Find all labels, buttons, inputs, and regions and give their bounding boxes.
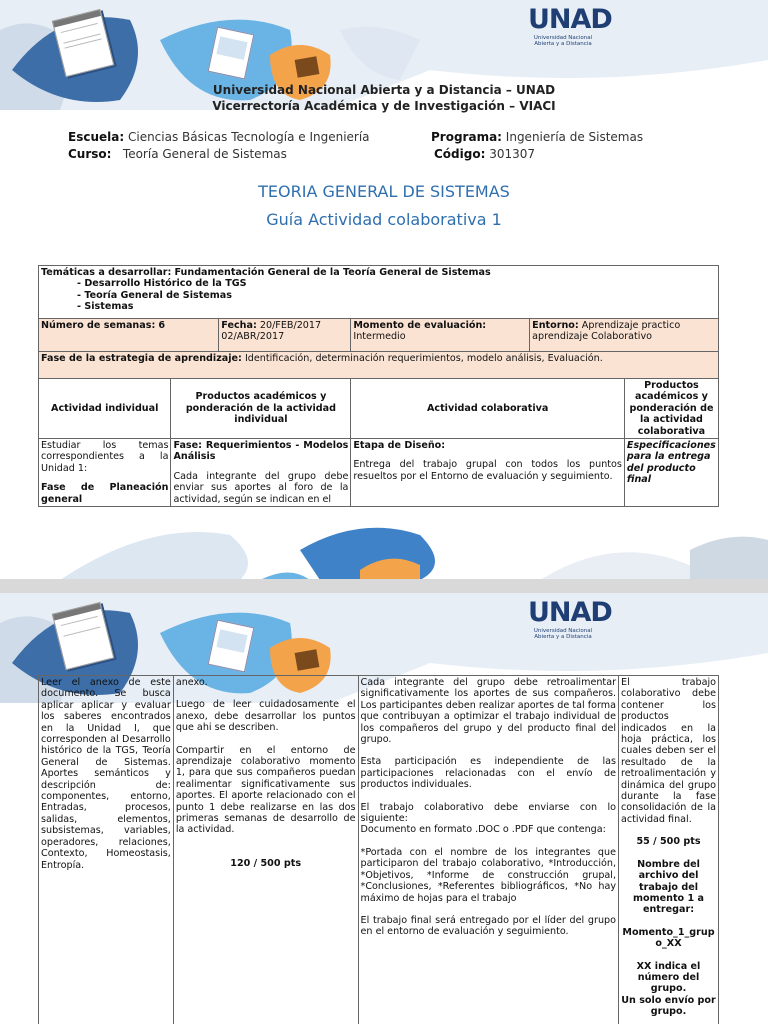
tematicas-cell bbox=[39, 266, 719, 319]
fecha-end: 02/ABR/2017 bbox=[221, 331, 285, 343]
vicerrectoria-name: Vicerrectoría Académica y de Investigación – VIACI bbox=[212, 99, 556, 113]
collaborative-activity-text: Documento en formato .DOC o .PDF que contenga: bbox=[360, 824, 606, 836]
individual-products-cell bbox=[171, 439, 351, 507]
collaborative-activity-text: Esta participación es independiente de las participaciones relacionadas con el envío de productos individuales. bbox=[360, 756, 617, 791]
programa-value: Ingeniería de Sistemas bbox=[505, 130, 644, 144]
planeacion-heading: Fase de Planeación general bbox=[41, 482, 169, 505]
momento-cell bbox=[351, 319, 530, 352]
activity-table-part1 bbox=[38, 265, 719, 507]
page-separator bbox=[0, 579, 768, 593]
activity-table-part2 bbox=[38, 675, 719, 1024]
curso-field bbox=[68, 147, 287, 161]
book-icon bbox=[295, 56, 320, 78]
logo-text: UNAD bbox=[528, 4, 612, 35]
logo-subtitle-line2: Abierta y a Distancia bbox=[534, 634, 592, 640]
semanas-value: 6 bbox=[158, 320, 166, 331]
semanas-label: Número de semanas: bbox=[41, 320, 156, 331]
individual-activity-text: Estudiar los temas correspondientes a la Unidad 1: bbox=[41, 440, 169, 474]
fase-cell bbox=[39, 352, 719, 379]
collaborative-activity-text: El trabajo colaborativo debe enviarse con lo siguiente: bbox=[360, 801, 617, 825]
university-name: Universidad Nacional Abierta y a Distancia – UNAD bbox=[212, 83, 556, 97]
logo-subtitle-line2: Abierta y a Distancia bbox=[534, 41, 592, 47]
collaborative-activity-cell bbox=[351, 439, 625, 507]
requerimientos-heading: Fase: Requerimientos - Modelos Análisis bbox=[173, 440, 349, 463]
col-header-actividad-individual: Actividad individual bbox=[39, 379, 171, 439]
codigo-value: 301307 bbox=[489, 147, 536, 161]
momento-value: Intermedio bbox=[353, 331, 406, 343]
logo-text: UNAD bbox=[528, 597, 612, 628]
fase-label: Fase de la estrategia de aprendizaje: bbox=[41, 353, 242, 364]
curso-label: Curso: bbox=[68, 147, 112, 161]
single-submission-note: Un solo envío por grupo. bbox=[621, 994, 716, 1018]
individual-products-cell bbox=[173, 676, 358, 1024]
collaborative-activity-cell bbox=[358, 676, 618, 1024]
individual-products-text: Luego de leer cuidadosamente el anexo, debe desarrollar los puntos que ahi se describen. bbox=[175, 699, 356, 734]
book-icon bbox=[295, 649, 320, 671]
collaborative-activity-text: Entrega del trabajo grupal con todos los puntos resueltos por el Entorno de evaluación y seguimiento. bbox=[353, 459, 622, 482]
course-title: TEORIA GENERAL DE SISTEMAS bbox=[258, 182, 510, 201]
tema-item: - Desarrollo Histórico de la TGS bbox=[77, 278, 247, 290]
fecha-cell bbox=[219, 319, 351, 352]
escuela-label: Escuela: bbox=[68, 130, 125, 144]
individual-products-text: Cada integrante del grupo debe enviar sus aportes al foro de la actividad, según se indican en el bbox=[173, 470, 349, 505]
curso-value: Teoría General de Sistemas bbox=[122, 147, 287, 161]
escuela-value: Ciencias Básicas Tecnología e Ingeniería bbox=[127, 130, 370, 144]
semanas-cell bbox=[39, 319, 219, 352]
entorno-value: Aprendizaje practico aprendizaje Colaborativo bbox=[532, 320, 681, 343]
col-header-productos-individual: Productos académicos y ponderación de la actividad individual bbox=[171, 379, 351, 439]
group-number-note: XX indica el número del grupo. bbox=[636, 960, 701, 995]
entorno-cell bbox=[530, 319, 719, 352]
tematicas-value: Fundamentación General de la Teoría General de Sistemas bbox=[174, 267, 491, 278]
entorno-label: Entorno: bbox=[532, 320, 579, 331]
tematicas-label: Temáticas a desarrollar: bbox=[41, 267, 172, 278]
collaborative-activity-text: Cada integrante del grupo debe retroalimentar significativamente los aportes de sus compañeros. Los participantes deben realizar aportes de tal forma que contribuyan a optimizar el trabajo individual de los compañeros del grupo y del producto final del grupo. bbox=[360, 677, 617, 746]
individual-score: 120 / 500 pts bbox=[230, 857, 302, 869]
collaborative-activity-text: *Portada con el nombre de los integrantes que participaron del trabajo colaborativo, *Introducción, *Objetivos, *Informe de construcción grupal, *Conclusiones, *Referentes bibliográficos, *No hay máximo de hojas para el trabajo bbox=[360, 846, 617, 904]
codigo-field bbox=[434, 147, 535, 161]
file-name-value: Momento_1_grupo_XX bbox=[622, 926, 715, 950]
file-name-heading: Nombre del archivo del trabajo del momento 1 a entregar: bbox=[633, 858, 704, 916]
unad-logo bbox=[528, 597, 612, 640]
programa-label: Programa: bbox=[431, 130, 502, 144]
col-header-actividad-colaborativa: Actividad colaborativa bbox=[351, 379, 625, 439]
codigo-label: Código: bbox=[434, 147, 486, 161]
fecha-label: Fecha: bbox=[221, 320, 257, 331]
logo-subtitle-line1: Universidad Nacional bbox=[533, 35, 593, 41]
logo-subtitle-line1: Universidad Nacional bbox=[533, 628, 593, 634]
fase-value: Identificación, determinación requerimientos, modelo análisis, Evaluación. bbox=[244, 353, 603, 364]
unad-logo bbox=[528, 4, 612, 47]
diseno-heading: Etapa de Diseño: bbox=[353, 440, 446, 452]
tema-item: - Teoría General de Sistemas bbox=[77, 289, 232, 301]
individual-activity-cell bbox=[39, 439, 171, 507]
document-page-2 bbox=[0, 593, 768, 1024]
individual-activity-cell: Leer el anexo de este documento. Se busca aplicar aplicar y evaluar los saberes encontrados en la Unidad I, que corresponden al Desarrollo histórico de la TGS, Teoría General de Sistemas. Aportes semánticos y descripción de: componentes, entorno, Entradas, procesos, salidas, elementos, subsistemas, variables, operadores, relaciones, Contexto, Homeostasis, Entropía. bbox=[39, 676, 174, 1024]
individual-products-text: Compartir en el entorno de aprendizaje colaborativo momento 1, para que sus compañeros puedan realimentar significativamente sus aportes. El aporte relacionado con el punto 1 debe realizarse en las dos primeras semanas de desarrollo de la actividad. bbox=[175, 744, 356, 836]
page-footer-decoration bbox=[0, 510, 768, 579]
collaborative-score: 55 / 500 pts bbox=[636, 836, 701, 848]
escuela-field bbox=[68, 130, 370, 144]
momento-label: Momento de evaluación: bbox=[353, 320, 487, 331]
collaborative-products-cell bbox=[619, 676, 719, 1024]
collaborative-activity-text: El trabajo final será entregado por el líder del grupo en el entorno de evaluación y seguimiento. bbox=[360, 914, 617, 938]
col-header-productos-colaborativa: Productos académicos y ponderación de la actividad colaborativa bbox=[624, 379, 718, 439]
tema-item: - Sistemas bbox=[77, 301, 134, 313]
collaborative-products-cell: Especificaciones para la entrega del producto final bbox=[624, 439, 718, 507]
individual-products-text: anexo. bbox=[175, 677, 208, 688]
programa-field bbox=[431, 130, 643, 144]
fecha-start: 20/FEB/2017 bbox=[259, 320, 322, 331]
collaborative-products-text: El trabajo colaborativo debe contener los productos indicados en la hoja práctica, los cuales deben ser el resultado de la retroalimentación y dinámica del grupo durante la fase consolidación de la actividad final. bbox=[621, 677, 716, 825]
guide-title: Guía Actividad colaborativa 1 bbox=[266, 210, 502, 229]
